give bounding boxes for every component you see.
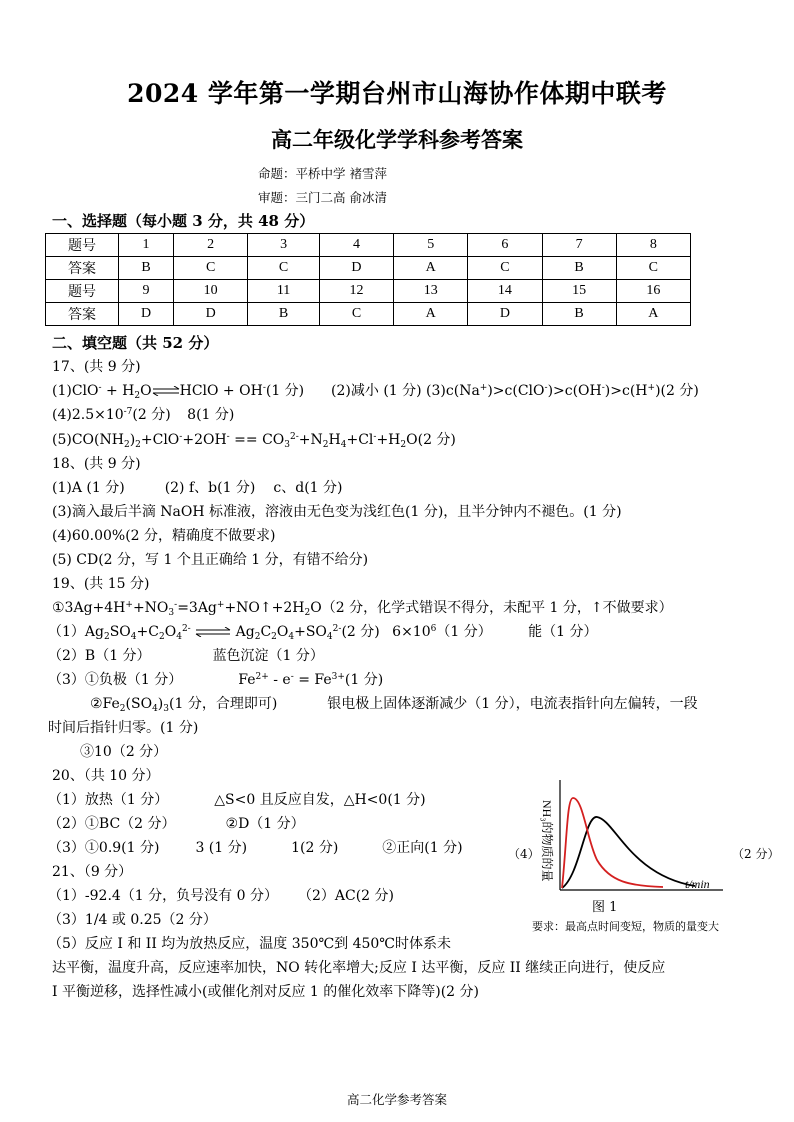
table-cell: C (468, 257, 542, 280)
table-cell: B (119, 257, 174, 280)
page-title: 2024 学年第一学期台州市山海协作体期中联考 (127, 79, 667, 108)
table-row (46, 234, 691, 257)
q19-line5: $②Fe_2(SO_4)_3(1$ 分，合理即可) 银电极上固体逐渐减少（1 分），电流表指针向左偏转，一段 (90, 696, 698, 714)
q21-line1: （1）-92.4（1 分，负号没有 0 分） （2）AC(2 分) (48, 888, 394, 904)
q19-line7: ③10（2 分） (80, 744, 168, 760)
row-label: 答案 (46, 257, 119, 280)
q21-title: 21、（9 分） (52, 864, 133, 880)
black-curve (562, 817, 695, 888)
nh3-amount-figure (535, 780, 731, 898)
q19-line1: $①3Ag+4H^++NO_3^-=3Ag^++NO↑+2H_2O(2$ 分，化学式错误不得分，未配平 1 分，↑不做要求） (52, 600, 673, 618)
y-axis-label: NH₃的物质的量 (540, 800, 554, 882)
q18-title: 18、(共 9 分) (52, 456, 141, 472)
row-label: 题号 (46, 234, 119, 257)
table-cell: A (616, 303, 690, 326)
author-line: 命题：平桥中学 褚雪萍 (258, 166, 387, 181)
table-cell: B (248, 303, 320, 326)
table-cell: 12 (319, 280, 393, 303)
table-cell: D (319, 257, 393, 280)
reviewer-line: 审题：三门二高 俞冰清 (258, 190, 387, 205)
table-cell: B (542, 257, 616, 280)
table-cell: 4 (319, 234, 393, 257)
table-cell: 15 (542, 280, 616, 303)
x-axis-label: t/min (685, 877, 710, 891)
q17-line1: $(1)ClO^- + H_2O$ HClO + OH-(1 分) (2)减小 (1 分) (3)c(Na+)>c(ClO-)>c(OH-)>c(H+)(2 分) (52, 383, 699, 401)
q20-part4-score: （2 分） (732, 847, 780, 861)
q20-line3: （3）①0.9(1 分) 3 (1 分) 1(2 分) ②正向(1 分) (48, 840, 463, 856)
table-cell: 7 (542, 234, 616, 257)
q18-line3: (4)60.00%(2 分，精确度不做要求) (52, 528, 276, 544)
q20-part4-label: （4） (508, 847, 540, 861)
q21-line2: （3）1/4 或 0.25（2 分） (48, 912, 217, 928)
section1-heading: 一、选择题（每小题 3 分，共 48 分） (52, 212, 315, 230)
red-curve (562, 798, 663, 888)
table-cell: C (319, 303, 393, 326)
q20-title: 20、（共 10 分） (52, 768, 160, 784)
equilibrium-arrow-icon (195, 627, 231, 637)
q19-line6: 时间后指针归零。(1 分) (48, 720, 199, 736)
q20-line1: （1）放热（1 分） △S<0 且反应自发，△H<0(1 分) (48, 792, 426, 808)
table-cell: C (248, 257, 320, 280)
section2-heading: 二、填空题（共 52 分） (52, 334, 219, 352)
q20-line2: （2）①BC（2 分） ②D（1 分） (48, 816, 305, 832)
table-cell: 14 (468, 280, 542, 303)
table-cell: 10 (174, 280, 248, 303)
table-cell: A (394, 257, 468, 280)
q17-title: 17、(共 9 分) (52, 359, 141, 375)
q18-line1: (1)A (1 分) (2) f、b(1 分) c、d(1 分) (52, 480, 343, 496)
q21-line3: （5）反应 I 和 II 均为放热反应，温度 350℃到 450℃时体系未 (48, 936, 451, 952)
q17-line2: $(4)2.5\times 10^{-7}(2$ 分) 8(1 分) (52, 407, 235, 423)
equilibrium-arrow-icon (152, 386, 180, 396)
table-row (46, 303, 691, 326)
table-cell: 1 (119, 234, 174, 257)
table-cell: 6 (468, 234, 542, 257)
q19-line2: $(1)Ag_2SO_4+C_2O_4^{2-}$ $Ag_2C_2O_4+SO_4^{2-}(2$ 分) $6\times 10^6(1$ 分） 能（1 分） (48, 624, 598, 642)
table-cell: 8 (616, 234, 690, 257)
table-row (46, 257, 691, 280)
figure-caption: 图 1 (592, 900, 618, 915)
q21-line5: I 平衡逆移，选择性减小(或催化剂对反应 1 的催化效率下降等)(2 分) (52, 984, 479, 1000)
table-row (46, 280, 691, 303)
row-label: 答案 (46, 303, 119, 326)
q19-title: 19、(共 15 分) (52, 576, 150, 592)
table-cell: D (119, 303, 174, 326)
page-subtitle: 高二年级化学学科参考答案 (271, 127, 523, 152)
table-cell: A (394, 303, 468, 326)
q19-line3: （2）B（1 分） 蓝色沉淀（1 分） (48, 648, 324, 664)
row-label: 题号 (46, 280, 119, 303)
table-cell: C (616, 257, 690, 280)
table-cell: 16 (616, 280, 690, 303)
q18-line2: (3)滴入最后半滴 NaOH 标准液，溶液由无色变为浅红色(1 分)，且半分钟内不褪色。(1 分) (52, 504, 622, 520)
q19-line4: （3）①负极（1 分） $Fe^{2+} - e^- = Fe^{3+}(1$ 分) (48, 672, 384, 688)
table-cell: D (174, 303, 248, 326)
table-cell: 2 (174, 234, 248, 257)
table-cell: 9 (119, 280, 174, 303)
q18-line4: (5) CD(2 分，写 1 个且正确给 1 分，有错不给分) (52, 552, 369, 568)
table-cell: C (174, 257, 248, 280)
figure-note: 要求：最高点时间变短，物质的量变大 (532, 920, 719, 933)
answer-table (45, 233, 691, 326)
table-cell: 11 (248, 280, 320, 303)
table-cell: D (468, 303, 542, 326)
table-cell: 13 (394, 280, 468, 303)
table-cell: B (542, 303, 616, 326)
table-cell: 3 (248, 234, 320, 257)
q17-line3: $(5)CO(NH_2)_2+ClO^-+2OH^- == CO_3^{2-}+N_2H_4+Cl^-+H_2O(2$ 分) (52, 432, 456, 450)
q21-line4: 达平衡，温度升高，反应速率加快，NO 转化率增大;反应 I 达平衡，反应 II 继续正向进行，使反应 (52, 960, 666, 976)
page-footer: 高二化学参考答案 (346, 1092, 447, 1107)
table-cell: 5 (394, 234, 468, 257)
